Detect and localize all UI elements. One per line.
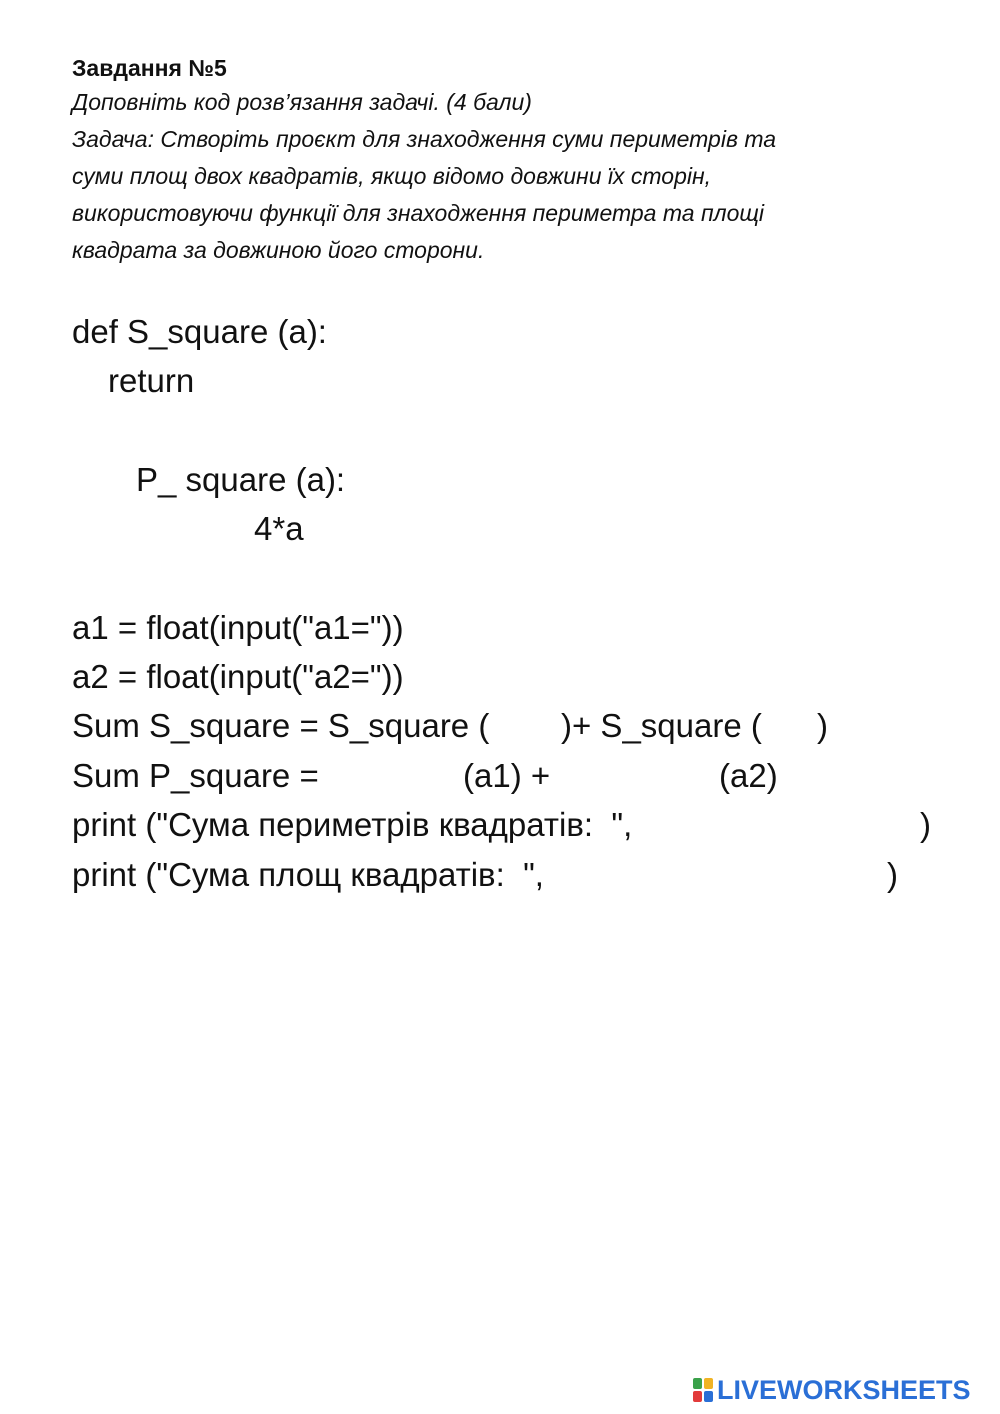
code-line: 4*a	[254, 510, 304, 547]
code-line: (a1) +	[463, 757, 551, 794]
code-line: )+ S_square (	[561, 707, 762, 744]
code-line: P_ square (a):	[136, 461, 346, 498]
code-line: Sum S_square = S_square (	[72, 707, 490, 744]
code-line: (a2)	[719, 757, 778, 794]
liveworksheets-logo	[692, 1375, 971, 1405]
code-line: a1 = float(input("a1="))	[72, 609, 404, 646]
code-line: Sum P_square =	[72, 757, 319, 794]
code-line: )	[920, 806, 931, 843]
task-description-line: суми площ двох квадратів, якщо відомо довжини їх сторін,	[72, 163, 712, 189]
task-title: Завдання №5	[72, 55, 227, 81]
code-line: )	[887, 856, 898, 893]
code-line: print ("Сума площ квадратів: ",	[72, 856, 544, 893]
logo-text: LIVEWORKSHEETS	[717, 1375, 971, 1405]
logo-mark-icon	[692, 1377, 714, 1403]
task-header	[72, 52, 952, 269]
code-line: a2 = float(input("a2="))	[72, 658, 404, 695]
code-line: def S_square (a):	[72, 313, 327, 350]
task-instruction: Доповніть код розв’язання задачі. (4 бали)	[72, 89, 532, 115]
code-line: )	[817, 707, 828, 744]
task-description-line: квадрата за довжиною його сторони.	[72, 237, 485, 263]
task-description-line: Задача: Створіть проєкт для знаходження суми периметрів та	[72, 126, 777, 152]
code-line: return	[108, 362, 195, 399]
task-description-line: використовуючи функції для знаходження периметра та площі	[72, 200, 765, 226]
code-line: print ("Сума периметрів квадратів: ",	[72, 806, 633, 843]
